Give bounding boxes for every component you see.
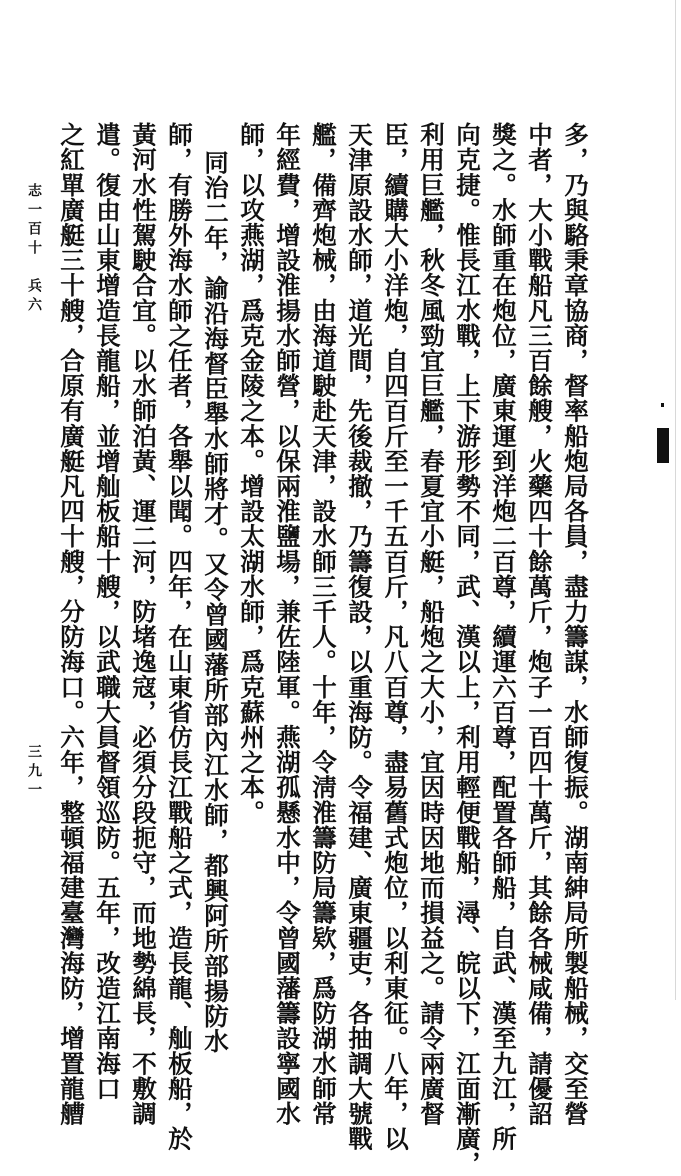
text-column: 同治二年，諭沿海督臣舉水師將才。又令曾國藩所部內江水師，都興阿所部揚防水: [201, 150, 230, 1054]
text-column: 向克捷。惟長江水戰，上下游形勢不同，武、漢以上，利用輕便戰船，潯、皖以下，江面漸廣，: [453, 122, 482, 1176]
page-edge-line: [675, 0, 676, 1000]
margin-bar-mark: [657, 428, 669, 463]
page-number: 三九一: [26, 744, 42, 801]
text-column: 中者，大小戰船凡三百餘艘，火藥四十餘萬斤，炮子一百四十萬斤，其餘各械咸備，請優詔: [525, 122, 554, 1126]
text-column: 遣。復由山東增造長龍船，並增舢板船十艘，以武職大員督領巡防。五年，改造江南海口: [93, 122, 122, 1101]
margin-dot: [661, 403, 664, 407]
text-column: 艦，備齊炮械，由海道駛赴天津，設水師三千人。十年，令淸淮籌防局籌欵，爲防湖水師常: [309, 122, 338, 1126]
text-column: 多，乃與駱秉章協商，督率船炮局各員，盡力籌謀，水師復振。湖南紳局所製船械，交至營: [561, 122, 590, 1126]
text-column: 之紅單廣艇三十艘，合原有廣艇凡四十艘，分防海口。六年，整頓福建臺灣海防，增置龍艚: [57, 122, 86, 1126]
text-column: 天津原設水師，道光間，先後裁撤，乃籌復設，以重海防。令福建、廣東疆吏，各抽調大號戰: [345, 122, 374, 1152]
text-column: 師，以攻燕湖，爲克金陵之本。增設太湖水師，爲克蘇州之本。: [237, 122, 266, 825]
text-column: 臣，續購大小洋炮，自四百斤至一千五百斤，凡八百尊，盡易舊式炮位，以利東征。八年，以: [381, 122, 410, 1152]
text-column: 師，有勝外海水師之任者，各舉以聞。四年，在山東省仿長江戰船之式，造長龍、舢板船，於: [165, 122, 194, 1152]
text-column: 獎之。水師重在炮位，廣東運到洋炮二百尊，續運六百尊，配置各師船，自武、漢至九江，所: [489, 122, 518, 1152]
text-column: 利用巨艦，秋冬風勁宜巨艦，春夏宜小艇，船炮之大小，宜因時因地而損益之。請令兩廣督: [417, 122, 446, 1126]
chapter-header: 志一百十 兵六: [26, 183, 42, 316]
text-column: 黃河水性駕駛合宜。以水師泊黃、運二河，防堵逸寇，必須分段扼守，而地勢綿長，不敷調: [129, 122, 158, 1126]
text-column: 年經費，增設淮揚水師營，以保兩淮鹽場，兼佐陸軍。燕湖孤懸水中，令曾國藩籌設寧國水: [273, 122, 302, 1126]
